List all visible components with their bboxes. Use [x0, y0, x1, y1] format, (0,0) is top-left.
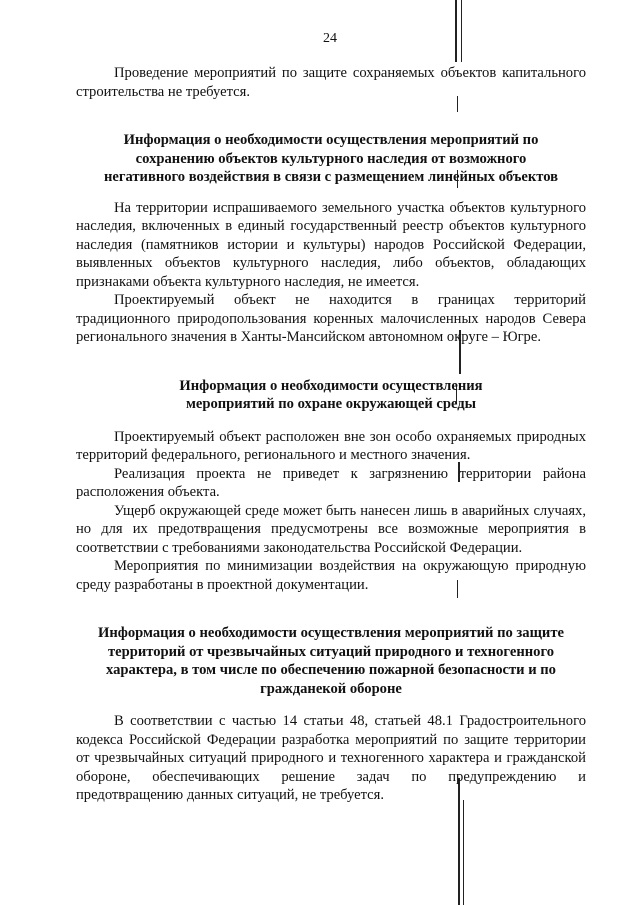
paragraph-environment-2: Реализация проекта не приведет к загрязнению территории района расположения объекта. [76, 465, 586, 500]
paragraph-cultural-heritage-2: Проектируемый объект не находится в границах территорий традиционного природопользования коренных малочисленных народов Севера регионального значения в Ханты-Мансийском автономном округе – Югре. [76, 292, 586, 345]
paragraph-emergency-1: В соответствии с частью 14 статьи 48, статьей 48.1 Градостроительного кодекса Российской Федерации разработка мероприятий по защите территории от чрезвычайных ситуаций природного и техногенного характера и гражданской обороне, обеспечивающих решение задач по предупреждению и предотвращению данных ситуаций, не требуется. [76, 713, 586, 803]
scan-line-bottom-2 [463, 800, 464, 905]
page-number: 24 [323, 31, 337, 46]
paragraph-environment-4: Мероприятия по минимизации воздействия на окружающую природную среду разработаны в проектной документации. [76, 558, 586, 593]
paragraph-environment-3: Ущерб окружающей среде может быть нанесен лишь в аварийных случаях, но для их предотвращения предусмотрены все возможные мероприятия в соответствии с требованиями законодательства Российской Федерации. [76, 502, 586, 556]
intro-paragraph: Проведение мероприятий по защите сохраняемых объектов капитального строительства не требуется. [76, 65, 586, 100]
paragraph-cultural-heritage-1: На территории испрашиваемого земельного участка объектов культурного наследия, включенных в единый государственный реестр объектов культурного наследия (памятников истории и культуры) народов Российской Федерации, выявленных объектов культурного наследия, либо объектов, обладающих признаками объекта культурного наследия, не имеется. [76, 199, 586, 290]
section-title-emergency: Информация о необходимости осуществления мероприятий по защите территорий от чрезвычайных ситуаций природного и техногенного характера, в том числе по обеспечению пожарной безопасности и по гражданекой обороне [98, 625, 564, 697]
section-title-environment: Информация о необходимости осуществления мероприятий по охране окружающей среды [179, 377, 483, 412]
section-title-cultural-heritage: Информация о необходимости осуществления мероприятий по сохранению объектов культурного наследия от возможного негативного воздействия в связи с размещением линейных объектов [103, 132, 559, 185]
paragraph-environment-1: Проектируемый объект расположен вне зон особо охраняемых природных территорий федерального, регионального и местного значения. [76, 428, 586, 463]
document-body [76, 64, 586, 805]
